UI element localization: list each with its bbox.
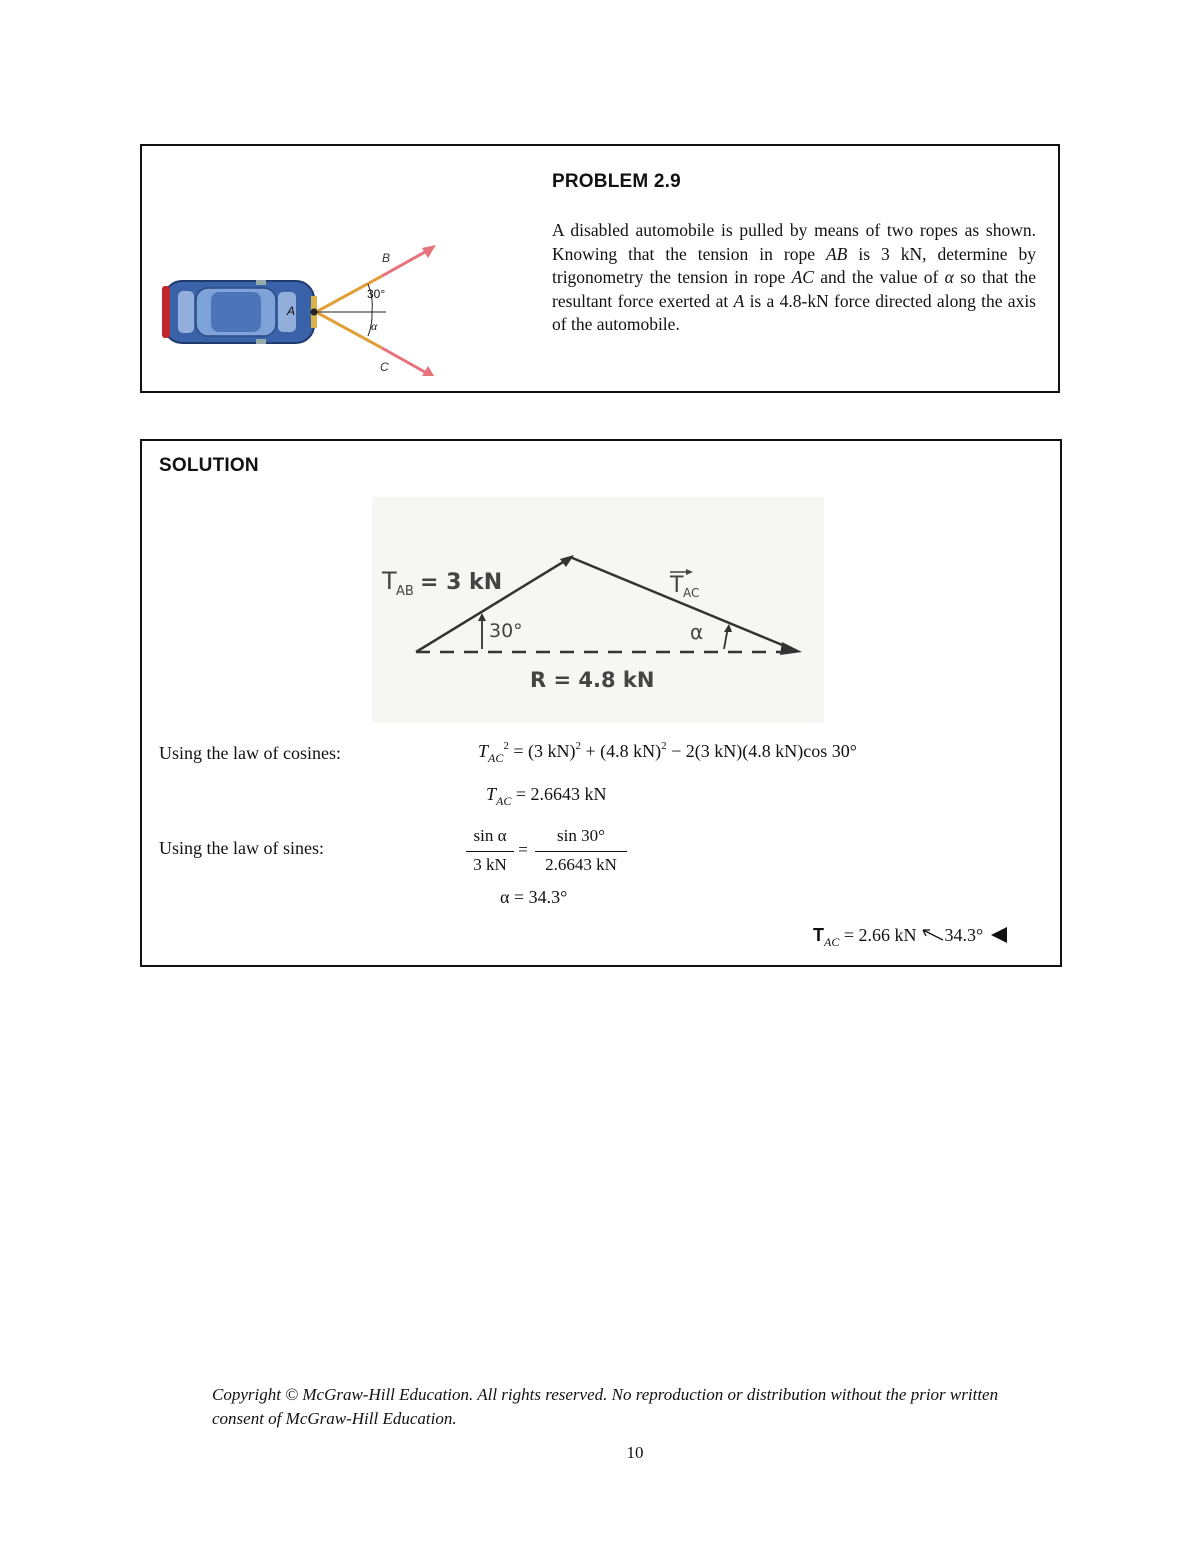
alpha-result: α = 34.3° bbox=[500, 887, 568, 907]
tac-result: $T_{AC} = 2.6643$ kN bbox=[486, 784, 607, 808]
tac-subscript: AC bbox=[683, 586, 700, 600]
page-number: 10 bbox=[626, 1443, 644, 1462]
problem-heading: PROBLEM 2.9 bbox=[552, 171, 681, 192]
angle-30-label: 30° bbox=[367, 287, 386, 301]
sines-equals: = bbox=[518, 840, 528, 859]
tac-symbol: T bbox=[670, 573, 684, 598]
solution-heading: SOLUTION bbox=[159, 455, 259, 476]
sines-den-left: 3 kN bbox=[473, 855, 507, 874]
angle-alpha-hand: α bbox=[690, 620, 704, 644]
angle-alpha-label: α bbox=[371, 319, 378, 333]
sines-den-right: 2.6643 kN bbox=[545, 855, 617, 874]
sines-bar-left bbox=[466, 851, 514, 852]
label-b: B bbox=[382, 251, 391, 265]
tab-value: = 3 kN bbox=[420, 570, 503, 595]
solution-box bbox=[140, 439, 1062, 967]
label-a: A bbox=[287, 304, 296, 318]
sines-num-right: sin 30° bbox=[557, 826, 605, 845]
tab-subscript: AB bbox=[396, 584, 414, 599]
problem-statement: A disabled automobile is pulled by means of two ropes as shown. Knowing that the tension in rope AB is 3 kN, determine by trigonometry the tension in rope AC and the value of α so that the resultant force exerted at A is a 4.8-kN force directed along the axis of the automobile. bbox=[552, 220, 1036, 334]
direction-arrow-icon bbox=[920, 927, 944, 943]
copyright-notice: Copyright © McGraw-Hill Education. All rights reserved. No reproduction or distribution without the prior written consent of McGraw-Hill Education. bbox=[212, 1385, 999, 1428]
final-answer: $T_{AC} = 2.66$ kN 34.3° bbox=[813, 925, 1009, 946]
arrow-c bbox=[382, 348, 432, 376]
sines-bar-right bbox=[535, 851, 627, 852]
angle-30-hand: 30° bbox=[489, 620, 523, 642]
problem-box bbox=[140, 144, 1060, 393]
sines-label: Using the law of sines: bbox=[159, 838, 324, 858]
answer-marker-icon bbox=[989, 926, 1009, 944]
sines-num-left: sin α bbox=[473, 826, 507, 845]
resultant-label: R = 4.8 kN bbox=[530, 668, 655, 692]
car-ropes-figure bbox=[156, 236, 456, 376]
force-triangle-diagram bbox=[372, 497, 824, 723]
cosines-label: Using the law of cosines: bbox=[159, 743, 341, 763]
tab-symbol: T bbox=[382, 567, 397, 595]
cosines-equation: $T_{AC}^2 = (3$ kN)$^2$ + (4.8 kN)$^2$ − 2(3 kN)(4.8 kN)cos 30° bbox=[478, 740, 857, 765]
label-c: C bbox=[380, 360, 389, 374]
